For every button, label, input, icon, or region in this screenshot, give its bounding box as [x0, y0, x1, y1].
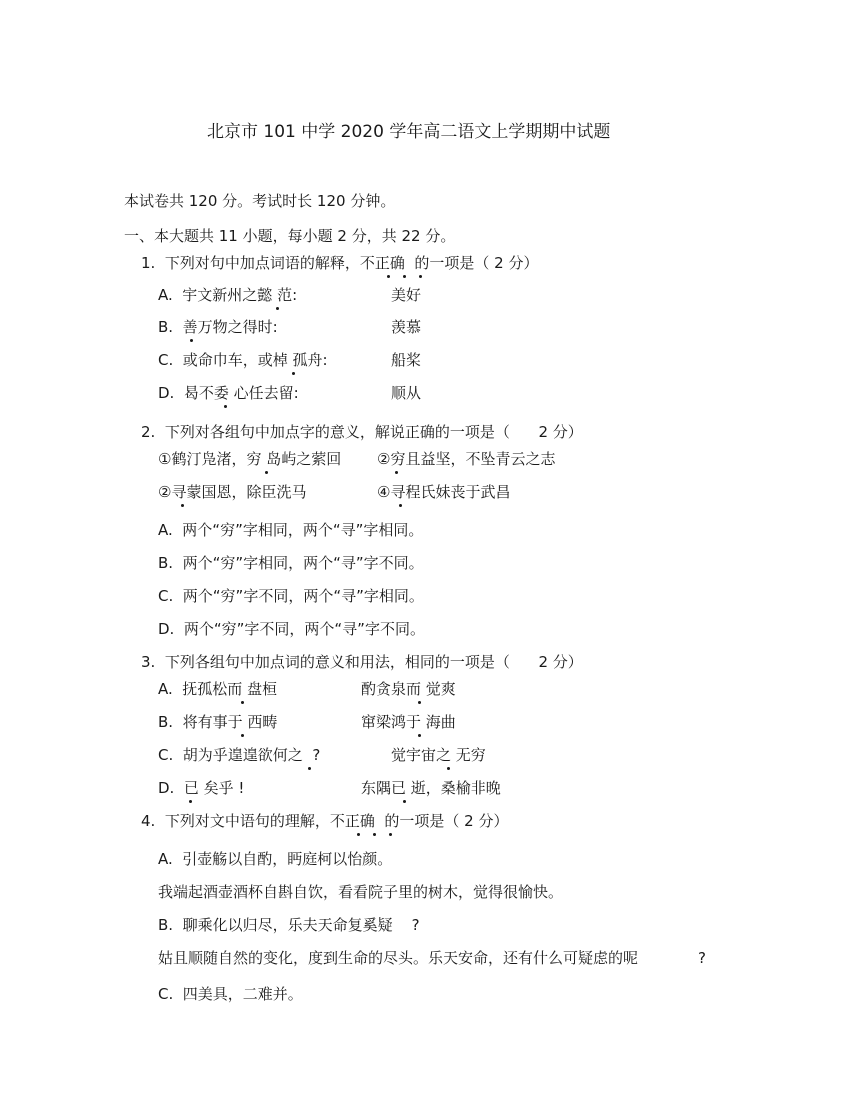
question-3-stem: 3. 下列各组句中加点词的意义和用法，相同的一项是（ 2 分）	[141, 653, 583, 671]
emphasis-dot	[447, 767, 450, 770]
emphasis-dot	[357, 833, 360, 836]
q3-option-a: A. 抚孤松而 盘桓	[158, 680, 278, 698]
emphasis-dot	[395, 471, 398, 474]
emphasis-dot	[419, 275, 422, 278]
page-title: 北京市 101 中学 2020 学年高二语文上学期期中试题	[207, 122, 611, 142]
q1-option-a-meaning: 美好	[391, 286, 422, 304]
q2-option-d: D. 两个“穷”字不同，两个“寻”字不同。	[158, 620, 425, 638]
q2-option-b: B. 两个“穷”字相同，两个“寻”字不同。	[158, 554, 424, 572]
q3-option-d: D. 已 矣乎 !	[158, 779, 245, 797]
emphasis-dot	[389, 833, 392, 836]
q3-option-c-pair: 觉宇宙之 无穷	[391, 746, 486, 764]
emphasis-dot	[373, 833, 376, 836]
emphasis-dot	[276, 307, 279, 310]
q3-option-c: C. 胡为乎遑遑欲何之 ?	[158, 746, 321, 764]
emphasis-dot	[418, 734, 421, 737]
q3-option-b: B. 将有事于 西畴	[158, 713, 278, 731]
q4-option-b: B. 聊乘化以归尽，乐夫天命复奚疑 ?	[158, 916, 420, 934]
emphasis-dot	[292, 372, 295, 375]
q2-option-c: C. 两个“穷”字不同，两个“寻”字相同。	[158, 587, 424, 605]
emphasis-dot	[418, 701, 421, 704]
emphasis-dot	[224, 405, 227, 408]
q1-option-a: A. 宇文新州之懿 范:	[158, 286, 298, 304]
q3-option-d-pair: 东隅已 逝，桑榆非晚	[361, 779, 501, 797]
q2-item-2: ②穷且益坚，不坠青云之志	[377, 450, 556, 468]
emphasis-dot	[403, 800, 406, 803]
q3-option-a-pair: 酌贪泉而 觉爽	[361, 680, 456, 698]
q2-item-3: ②寻蒙国恩，除臣洗马	[158, 483, 307, 501]
q4-option-a: A. 引壶觞以自酌，眄庭柯以怡颜。	[158, 850, 393, 868]
q2-item-1: ①鹤汀凫渚，穷 岛屿之萦回	[158, 450, 342, 468]
question-4-stem: 4. 下列对文中语句的理解，不正确 的一项是（ 2 分）	[141, 812, 509, 830]
q4-option-c: C. 四美具，二难并。	[158, 985, 303, 1003]
q1-option-c-meaning: 船桨	[391, 351, 422, 369]
q4-option-a-translation: 我端起酒壶酒杯自斟自饮，看看院子里的树木，觉得很愉快。	[158, 883, 564, 901]
q1-option-c: C. 或命巾车，或棹 孤舟:	[158, 351, 328, 369]
emphasis-dot	[190, 339, 193, 342]
emphasis-dot	[308, 767, 311, 770]
question-2-stem: 2. 下列对各组句中加点字的意义，解说正确的一项是（ 2 分）	[141, 423, 583, 441]
emphasis-dot	[241, 734, 244, 737]
emphasis-dot	[189, 800, 192, 803]
q3-option-b-pair: 窜梁鸿于 海曲	[361, 713, 456, 731]
q1-option-b: B. 善万物之得时:	[158, 318, 278, 336]
q4-option-b-translation: 姑且顺随自然的变化，度到生命的尽头。乐天安命，还有什么可疑虑的呢	[158, 949, 639, 967]
q2-item-4: ④寻程氏妹丧于武昌	[377, 483, 511, 501]
question-1-stem: 1. 下列对句中加点词语的解释，不正确 的一项是（ 2 分）	[141, 254, 539, 272]
emphasis-dot	[399, 504, 402, 507]
section-heading: 一、本大题共 11 小题，每小题 2 分，共 22 分。	[124, 227, 456, 245]
q2-option-a: A. 两个“穷”字相同，两个“寻”字相同。	[158, 521, 424, 539]
emphasis-dot	[403, 275, 406, 278]
q1-option-d-meaning: 顺从	[391, 384, 422, 402]
q1-option-b-meaning: 羡慕	[391, 318, 422, 336]
emphasis-dot	[181, 504, 184, 507]
emphasis-dot	[241, 701, 244, 704]
emphasis-dot	[265, 471, 268, 474]
exam-intro: 本试卷共 120 分。考试时长 120 分钟。	[124, 192, 396, 210]
q4-option-b-question-mark: ?	[698, 949, 706, 967]
emphasis-dot	[387, 275, 390, 278]
q1-option-d: D. 曷不委 心任去留:	[158, 384, 299, 402]
